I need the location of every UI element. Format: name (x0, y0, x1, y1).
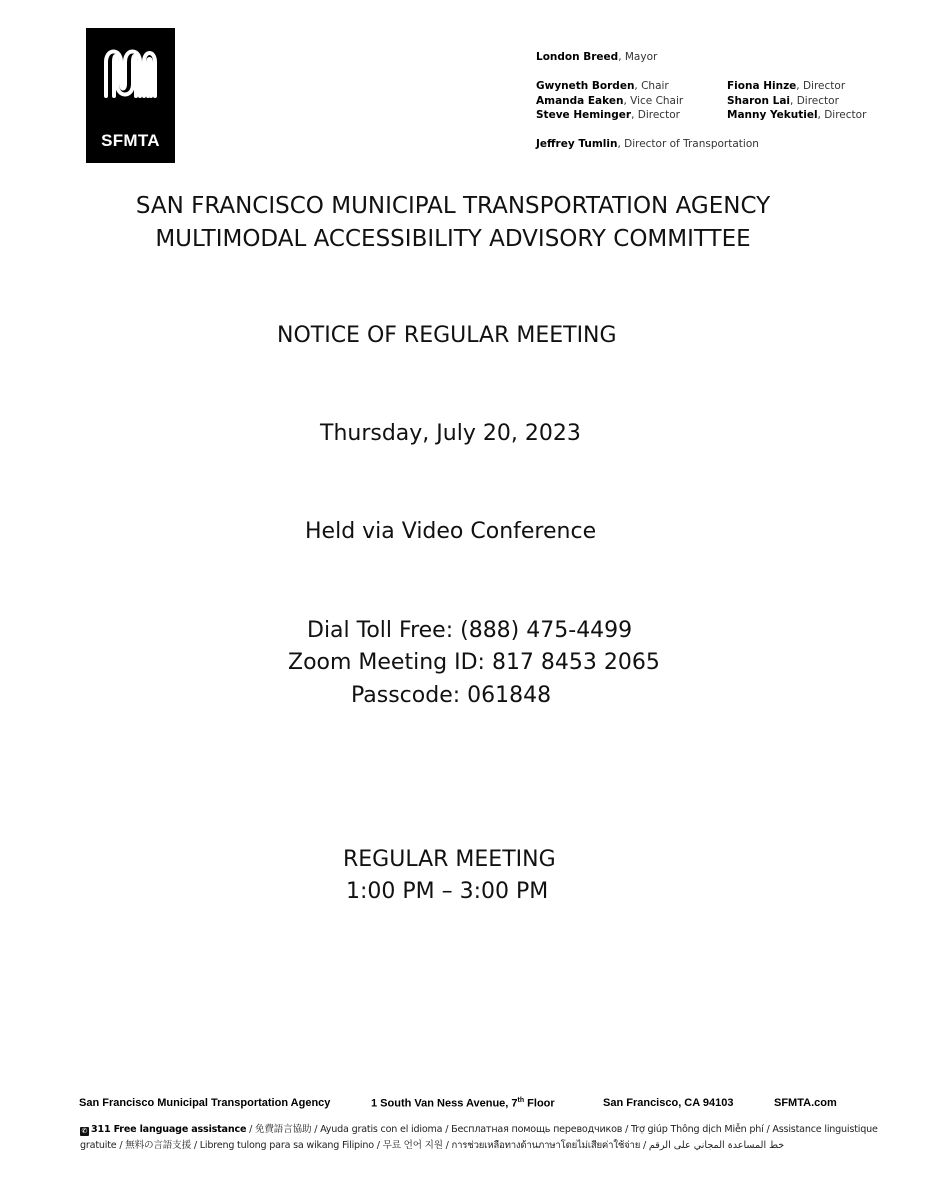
address-floor: Floor (524, 1097, 555, 1110)
zoom-passcode: Passcode: 061848 (351, 683, 552, 708)
member-name: Sharon Lai (727, 94, 791, 107)
member-name: Gwyneth Borden (536, 80, 635, 92)
footer-city: San Francisco, CA 94103 (603, 1097, 734, 1109)
agency-title: SAN FRANCISCO MUNICIPAL TRANSPORTATION AGENCY (135, 193, 771, 219)
board-member (727, 94, 839, 109)
language-assistance-line-2: gratuite / 無料の言語支援 / Libreng tulong para sa wikang Filipino / 무료 언어 지원 / การช่วยเหลือทางด้านภาษาโดยไม่เสียค่าใช้จ่าย / خط المساعدة المجاني على الرقم (80, 1140, 785, 1151)
member-role: , Director (790, 94, 839, 107)
board-member (536, 79, 669, 94)
director-line (536, 137, 759, 152)
director-name: Jeffrey Tumlin (536, 138, 618, 150)
dial-toll-free: Dial Toll Free: (888) 475-4499 (307, 618, 633, 643)
member-role: , Chair (634, 80, 669, 92)
member-role: , Director (796, 80, 846, 92)
member-role: , Vice Chair (623, 94, 684, 107)
logo-text: SFMTA (101, 131, 160, 150)
address-text: 1 South Van Ness Avenue, 7 (371, 1097, 518, 1110)
mayor-role: , Mayor (618, 51, 658, 63)
member-name: Fiona Hinze (727, 80, 797, 92)
meeting-venue: Held via Video Conference (305, 519, 597, 544)
member-role: , Director (631, 109, 680, 121)
muni-worm-icon (102, 44, 159, 100)
footer-website[interactable]: SFMTA.com (774, 1097, 837, 1109)
language-assistance-line-1 (80, 1122, 878, 1138)
director-role: , Director of Transportation (617, 138, 759, 150)
sfmta-logo (86, 28, 175, 163)
zoom-meeting-id: Zoom Meeting ID: 817 8453 2065 (288, 650, 660, 675)
board-member (727, 79, 845, 94)
committee-title: MULTIMODAL ACCESSIBILITY ADVISORY COMMITTEE (155, 226, 751, 252)
member-name: Manny Yekutiel (727, 109, 818, 121)
regular-meeting-label: REGULAR MEETING (343, 847, 556, 872)
board-member (536, 108, 680, 123)
mayor-line (536, 50, 657, 65)
meeting-time: 1:00 PM – 3:00 PM (346, 879, 549, 904)
language-assistance-bold: 311 Free language assistance (91, 1124, 247, 1135)
board-member (536, 94, 683, 109)
phone-icon: ✆ (81, 1127, 88, 1135)
meeting-date: Thursday, July 20, 2023 (320, 421, 581, 446)
notice-heading: NOTICE OF REGULAR MEETING (277, 323, 617, 348)
member-name: Steve Heminger (536, 109, 632, 121)
mayor-name: London Breed (536, 51, 619, 63)
member-name: Amanda Eaken (536, 94, 624, 107)
footer-agency: San Francisco Municipal Transportation Agency (79, 1097, 331, 1109)
language-assistance-list: / 免費語言協助 / Ayuda gratis con el idioma / Бесплатная помощь переводчиков / Trợ giúp Thông dịch Miễn phí / Assistance linguistique (246, 1124, 878, 1135)
member-role: , Director (817, 109, 867, 121)
address-ordinal: th (517, 1097, 525, 1104)
footer-address (371, 1097, 555, 1110)
board-member (727, 108, 866, 123)
